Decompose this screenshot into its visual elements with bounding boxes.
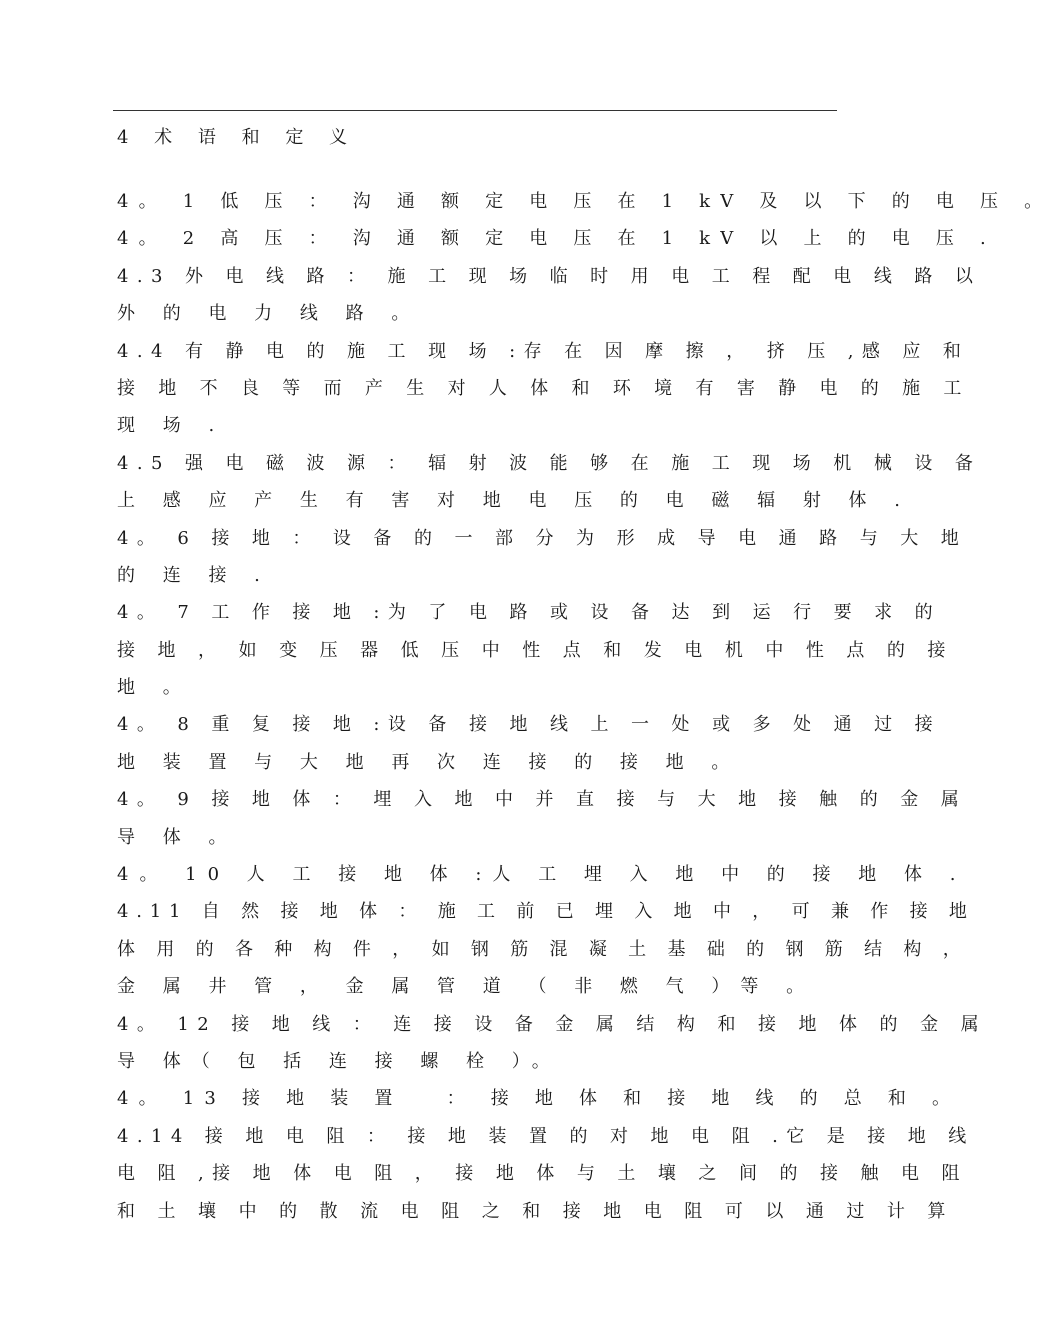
- text-line: 4。 6 接 地 ： 设 备 的 一 部 分 为 形 成 导 电 通 路 与 大 地: [117, 527, 968, 549]
- text-line: 上 感 应 产 生 有 害 对 地 电 压 的 电 磁 辐 射 体 .: [117, 490, 911, 512]
- text-line: 4.11 自 然 接 地 体 ： 施 工 前 已 埋 入 地 中 ， 可 兼 作 接 地: [117, 901, 975, 923]
- text-line: 4。 2 高 压 ： 沟 通 额 定 电 压 在 1 kV 以 上 的 电 压 .: [117, 228, 996, 250]
- text-line: 4.5 强 电 磁 波 源 ： 辐 射 波 能 够 在 施 工 现 场 机 械 设 备: [117, 452, 982, 474]
- text-line: 导 体（ 包 括 连 接 螺 栓 ）。: [117, 1050, 561, 1072]
- text-line: 4。 7 工 作 接 地 :为 了 电 路 或 设 备 达 到 运 行 要 求 的: [117, 602, 942, 624]
- text-line: 4。 9 接 地 体 ： 埋 入 地 中 并 直 接 与 大 地 接 触 的 金 属: [117, 789, 968, 811]
- definitions-body: [117, 183, 1052, 1230]
- text-line: 接 地 ， 如 变 压 器 低 压 中 性 点 和 发 电 机 中 性 点 的 接: [117, 639, 954, 661]
- text-line: 导 体 。: [117, 826, 238, 848]
- text-line: 4.3 外 电 线 路 ： 施 工 现 场 临 时 用 电 工 程 配 电 线 路 以: [117, 265, 982, 287]
- text-line: 地 装 置 与 大 地 再 次 连 接 的 接 地 。: [117, 751, 741, 773]
- text-line: 和 土 壤 中 的 散 流 电 阻 之 和 接 地 电 阻 可 以 通 过 计 算: [117, 1200, 954, 1222]
- text-line: 4。 13 接 地 装 置 ： 接 地 体 和 接 地 线 的 总 和 。: [117, 1088, 961, 1110]
- text-line: 的 连 接 .: [117, 564, 271, 586]
- text-line: 4.4 有 静 电 的 施 工 现 场 :存 在 因 摩 擦 ， 挤 压 ,感 应 和: [117, 340, 970, 362]
- text-line: 4。 1 低 压 ： 沟 通 额 定 电 压 在 1 kV 及 以 下 的 电 压 。: [117, 191, 1052, 212]
- text-line: 体 用 的 各 种 构 件 ， 如 钢 筋 混 凝 土 基 础 的 钢 筋 结 构 ，: [117, 938, 969, 960]
- section-title: 4 术 语 和 定 义: [117, 127, 358, 148]
- text-line: 外 的 电 力 线 路 。: [117, 303, 421, 325]
- text-line: 接 地 不 良 等 而 产 生 对 人 体 和 环 境 有 害 静 电 的 施 工: [117, 377, 971, 399]
- text-line: 地 。: [117, 677, 192, 699]
- text-line: 4。 12 接 地 线 ： 连 接 设 备 金 属 结 构 和 接 地 体 的 金 属: [117, 1013, 987, 1035]
- header-rule: [113, 110, 837, 111]
- text-line: 4。 8 重 复 接 地 :设 备 接 地 线 上 一 处 或 多 处 通 过 接: [117, 714, 942, 736]
- text-line: 4。 10 人 工 接 地 体 :人 工 埋 入 地 中 的 接 地 体 .: [117, 864, 967, 886]
- text-line: 电 阻 ,接 地 体 电 阻 ， 接 地 体 与 土 壤 之 间 的 接 触 电 阻: [117, 1163, 968, 1185]
- text-line: 金 属 井 管 ， 金 属 管 道 （ 非 燃 气 ）等 。: [117, 976, 816, 998]
- text-line: 4.14 接 地 电 阻 ： 接 地 装 置 的 对 地 电 阻 .它 是 接 地 线: [117, 1125, 975, 1147]
- text-line: 现 场 .: [117, 415, 226, 437]
